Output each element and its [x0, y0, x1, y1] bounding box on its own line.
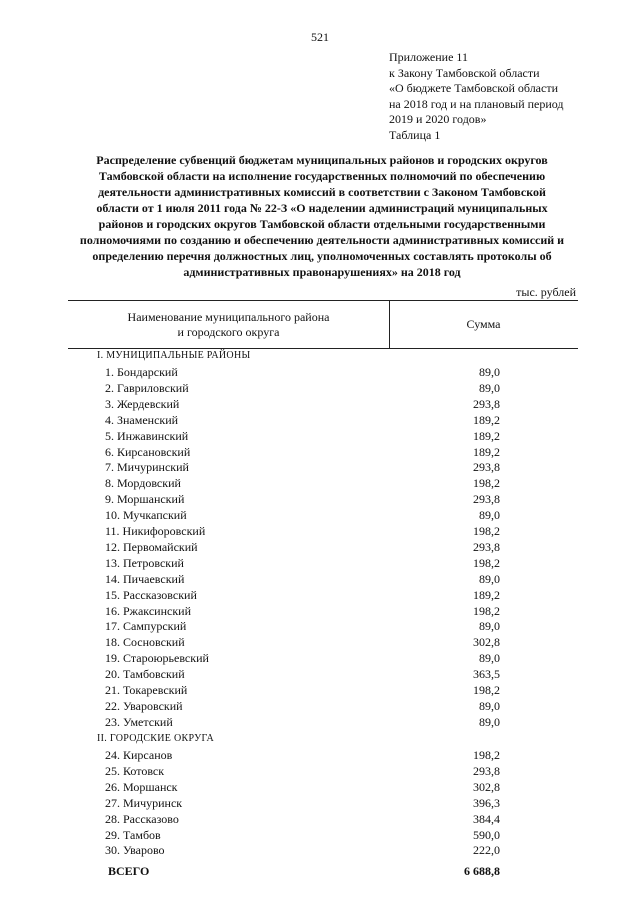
units-label: тыс. рублей	[516, 285, 576, 299]
row-name: 20. Тамбовский	[105, 667, 185, 682]
row-value: 293,8	[473, 539, 500, 554]
table-header-border	[68, 348, 578, 349]
row-name: 14. Пичаевский	[105, 571, 185, 586]
title-line: Тамбовской области на исполнение государственных полномочий по обеспечению	[98, 169, 546, 183]
table-row	[0, 588, 640, 604]
row-value: 384,4	[473, 811, 500, 826]
appendix-block	[389, 50, 629, 143]
row-name: 10. Мучкапский	[105, 508, 187, 523]
column-header-name-line: и городского округа	[177, 325, 280, 339]
title-line: области от 1 июля 2011 года № 22-З «О наделении администраций муниципальных	[96, 201, 548, 215]
row-value: 89,0	[479, 651, 500, 666]
title-line: деятельности административных комиссий в соответствии с Законом Тамбовской	[98, 185, 546, 199]
table-row	[0, 445, 640, 461]
appendix-line: «О бюджете Тамбовской области	[389, 81, 558, 95]
table-row	[0, 429, 640, 445]
table-row	[0, 635, 640, 651]
table-row	[0, 397, 640, 413]
column-header-sum: Сумма	[466, 317, 501, 331]
table-row	[0, 764, 640, 780]
row-value: 89,0	[479, 508, 500, 523]
row-name: 23. Уметский	[105, 714, 173, 729]
row-name: 30. Уварово	[105, 843, 165, 858]
row-name: 13. Петровский	[105, 555, 184, 570]
document-title	[68, 152, 576, 280]
table-row	[0, 843, 640, 859]
row-name: 21. Токаревский	[105, 683, 188, 697]
row-value: 189,2	[473, 444, 500, 459]
row-value: 198,2	[473, 683, 500, 697]
row-value: 89,0	[479, 380, 500, 395]
column-header-name-line: Наименование муниципального района	[127, 310, 330, 324]
total-label: ВСЕГО	[108, 864, 150, 878]
total-row	[0, 864, 640, 880]
row-value: 89,0	[479, 365, 500, 379]
row-value: 189,2	[473, 428, 500, 443]
column-header-name	[68, 310, 389, 340]
appendix-line: на 2018 год и на плановый период	[389, 96, 564, 111]
section-heading-cities: II. ГОРОДСКИЕ ОКРУГА	[97, 733, 215, 744]
row-value: 222,0	[473, 843, 500, 858]
row-name: 28. Рассказово	[105, 811, 179, 826]
table-row	[0, 683, 640, 699]
row-value: 293,8	[473, 396, 500, 411]
appendix-line: Приложение 11	[389, 50, 468, 64]
table-row	[0, 748, 640, 764]
row-value: 363,5	[473, 667, 500, 682]
appendix-table-label: Таблица 1	[389, 127, 441, 142]
row-name: 15. Рассказовский	[105, 587, 197, 602]
row-value: 189,2	[473, 412, 500, 427]
table-row	[0, 780, 640, 796]
row-name: 8. Мордовский	[105, 476, 181, 491]
title-line: полномочиями по созданию и обеспечению деятельности административных комиссий и	[79, 233, 565, 247]
title-line: определению перечня должностных лиц, уполномоченных составлять протоколы об	[92, 249, 552, 263]
row-value: 89,0	[479, 571, 500, 586]
table-row	[0, 667, 640, 683]
table-row	[0, 604, 640, 620]
row-name: 24. Кирсанов	[105, 748, 173, 762]
table-row	[0, 812, 640, 828]
row-name: 22. Уваровский	[105, 698, 183, 713]
table-row	[0, 715, 640, 731]
row-value: 302,8	[473, 779, 500, 794]
table-row	[0, 413, 640, 429]
row-value: 198,2	[473, 524, 500, 538]
row-name: 17. Сампурский	[105, 619, 187, 634]
row-name: 5. Инжавинский	[105, 428, 189, 443]
row-name: 12. Первомайский	[105, 539, 198, 554]
table-row	[0, 381, 640, 397]
table-row	[0, 508, 640, 524]
row-name: 16. Ржаксинский	[105, 603, 191, 618]
table-row	[0, 556, 640, 572]
row-name: 9. Моршанский	[105, 492, 185, 507]
row-value: 198,2	[473, 555, 500, 570]
table-row	[0, 651, 640, 667]
section-heading-districts: I. МУНИЦИПАЛЬНЫЕ РАЙОНЫ	[97, 350, 251, 361]
page-number: 521	[311, 30, 329, 44]
row-name: 25. Котовск	[105, 763, 165, 778]
table-row	[0, 476, 640, 492]
title-line: административных правонарушениях» на 2018 год	[183, 265, 461, 279]
table-row	[0, 365, 640, 381]
total-value: 6 688,8	[464, 864, 500, 878]
table-row	[0, 460, 640, 476]
row-value: 198,2	[473, 748, 500, 762]
row-name: 3. Жердевский	[105, 396, 180, 411]
row-name: 18. Сосновский	[105, 635, 185, 650]
row-name: 2. Гавриловский	[105, 380, 189, 395]
appendix-line: 2019 и 2020 годов»	[389, 112, 487, 126]
row-value: 590,0	[473, 827, 500, 842]
table-row	[0, 524, 640, 540]
row-name: 19. Староюрьевский	[105, 651, 209, 666]
table-row	[0, 492, 640, 508]
appendix-line: к Закону Тамбовской области	[389, 65, 540, 80]
row-name: 4. Знаменский	[105, 412, 179, 427]
row-value: 89,0	[479, 714, 500, 729]
table-row	[0, 619, 640, 635]
table-row	[0, 828, 640, 844]
row-value: 198,2	[473, 603, 500, 618]
row-name: 6. Кирсановский	[105, 444, 191, 459]
row-name: 26. Моршанск	[105, 779, 178, 794]
row-value: 293,8	[473, 492, 500, 507]
title-line: Распределение субвенций бюджетам муниципальных районов и городских округов	[96, 153, 548, 167]
row-name: 7. Мичуринский	[105, 460, 189, 475]
table-row	[0, 540, 640, 556]
row-value: 89,0	[479, 698, 500, 713]
row-name: 1. Бондарский	[105, 365, 178, 379]
row-value: 396,3	[473, 795, 500, 810]
row-value: 198,2	[473, 476, 500, 491]
row-value: 293,8	[473, 763, 500, 778]
table-top-border	[68, 300, 578, 301]
row-name: 27. Мичуринск	[105, 795, 183, 810]
row-value: 89,0	[479, 619, 500, 634]
table-row	[0, 699, 640, 715]
row-name: 29. Тамбов	[105, 827, 161, 842]
table-row	[0, 572, 640, 588]
row-name: 11. Никифоровский	[105, 524, 206, 538]
row-value: 189,2	[473, 587, 500, 602]
title-line: районов и городских округов Тамбовской области отдельными государственными	[98, 217, 546, 231]
table-row	[0, 796, 640, 812]
row-value: 293,8	[473, 460, 500, 475]
row-value: 302,8	[473, 635, 500, 650]
